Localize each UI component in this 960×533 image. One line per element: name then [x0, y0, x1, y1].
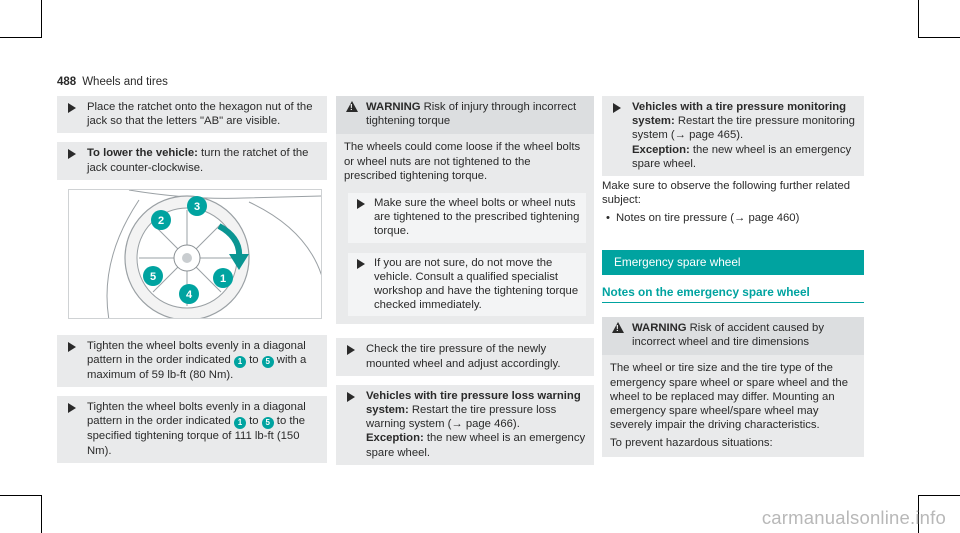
warning-triangle-icon [612, 322, 624, 333]
column-1 [57, 96, 327, 472]
step-text: Make sure the wheel bolts or wheel nuts are tightened to the prescribed tightening torque. [374, 197, 580, 238]
step-arrow-icon [613, 103, 621, 113]
warning-box [602, 317, 864, 457]
crop-mark [41, 495, 42, 533]
section-title: Wheels and tires [82, 76, 168, 88]
warning-step [348, 193, 586, 243]
page-header [57, 75, 168, 89]
bolt-number-4 [179, 284, 199, 304]
instruction-step [336, 338, 594, 375]
step-text: Tighten the wheel bolts evenly in a diagonal pattern in the order indicated [87, 401, 306, 428]
warning-box [336, 96, 594, 324]
step-label: Vehicles with tire pressure loss warning system: [366, 389, 581, 417]
warning-body [336, 134, 594, 324]
number-1-badge: 1 [234, 356, 246, 368]
crop-mark [918, 495, 960, 496]
instruction-step [602, 96, 864, 176]
svg-text:5: 5 [149, 270, 157, 283]
crop-mark [918, 0, 919, 38]
instruction-step [57, 396, 327, 463]
step-text: to [245, 415, 262, 428]
step-arrow-icon [347, 345, 355, 355]
exception-text: the new wheel is an emergency spare wheel. [366, 432, 586, 459]
warning-label: WARNING [632, 322, 687, 335]
step-arrow-icon [347, 392, 355, 402]
svg-text:4: 4 [185, 288, 193, 301]
bolt-number-5 [143, 266, 163, 286]
related-link[interactable]: • Notes on tire pressure (→ page 460) [602, 211, 864, 225]
warning-header [602, 317, 864, 355]
step-text: to the specified tightening torque of 111 lb-ft (150 Nm). [87, 415, 306, 457]
step-arrow-icon [357, 199, 365, 209]
bolt-number-1 [213, 268, 233, 288]
number-5-badge: 5 [262, 417, 274, 429]
svg-text:1: 1 [219, 272, 227, 285]
step-label: To lower the vehicle: [87, 147, 198, 160]
warning-triangle-icon [346, 101, 358, 112]
watermark: carmanualsonline.info [761, 506, 946, 528]
step-text: Restart the tire pressure loss warning system (→ page 466). [366, 404, 557, 431]
section-subheading: Notes on the emergency spare wheel [602, 285, 864, 303]
step-text: to [245, 354, 262, 367]
warning-text: The wheel or tire size and the tire type of the emergency spare wheel or spare wheel and the wheel to be replaced may differ. Mounting an emergency spare wheel/spare wheel may severely impair the driving characteristics. [610, 362, 849, 432]
warning-label: WARNING [366, 101, 421, 113]
instruction-step [57, 142, 327, 179]
instruction-step [57, 96, 327, 133]
wheel-bolt-order-diagram [69, 190, 322, 319]
step-arrow-icon [68, 149, 76, 159]
warning-tail: To prevent hazardous situations: [610, 437, 773, 450]
step-text: Check the tire pressure of the newly mounted wheel and adjust accordingly. [366, 343, 561, 370]
svg-text:2: 2 [157, 214, 165, 227]
step-text: If you are not sure, do not move the vehicle. Consult a qualified specialist workshop and have the tightening torque checked immediately. [374, 256, 579, 312]
step-text: Restart the tire pressure monitoring system (→ page 465). [632, 115, 855, 142]
crop-mark [918, 37, 960, 38]
step-text: Place the ratchet onto the hexagon nut of the jack so that the letters "AB" are visible. [87, 101, 313, 128]
exception-text: the new wheel is an emergency spare wheel. [632, 143, 852, 170]
warning-title: Risk of accident caused by incorrect wheel and tire dimensions [632, 322, 824, 349]
warning-step [348, 253, 586, 317]
step-arrow-icon [68, 342, 76, 352]
step-text: turn the ratchet of the jack counter-clockwise. [87, 147, 309, 174]
number-1-badge: 1 [234, 417, 246, 429]
warning-body [602, 355, 864, 456]
step-arrow-icon [68, 403, 76, 413]
page-number: 488 [57, 76, 77, 88]
bolt-number-3 [187, 196, 207, 216]
step-label: Vehicles with a tire pressure monitoring system: [632, 101, 847, 128]
warning-text: The wheels could come loose if the wheel bolts or wheel nuts are not tightened to the prescribed tightening torque. [344, 141, 581, 182]
wheel-illustration [68, 189, 322, 319]
exception-label: Exception: [632, 143, 690, 156]
instruction-step [57, 335, 327, 387]
section-banner: Emergency spare wheel [602, 250, 864, 275]
column-2 [336, 96, 594, 474]
exception-label: Exception: [366, 432, 424, 445]
step-arrow-icon [357, 259, 365, 269]
observe-text: Make sure to observe the following further related subject: [602, 180, 851, 207]
svg-text:3: 3 [193, 200, 201, 213]
crop-mark [0, 495, 41, 496]
step-text: with a maximum of 59 lb-ft (80 Nm). [87, 354, 307, 382]
number-5-badge: 5 [262, 356, 274, 368]
instruction-step [336, 385, 594, 465]
crop-mark [0, 37, 41, 38]
step-arrow-icon [68, 103, 76, 113]
warning-header [336, 96, 594, 134]
warning-title: Risk of injury through incorrect tightening torque [366, 101, 577, 128]
bolt-number-2 [151, 210, 171, 230]
step-text: Tighten the wheel bolts evenly in a diagonal pattern in the order indicated [87, 339, 306, 367]
column-3 [602, 96, 864, 466]
crop-mark [41, 0, 42, 38]
